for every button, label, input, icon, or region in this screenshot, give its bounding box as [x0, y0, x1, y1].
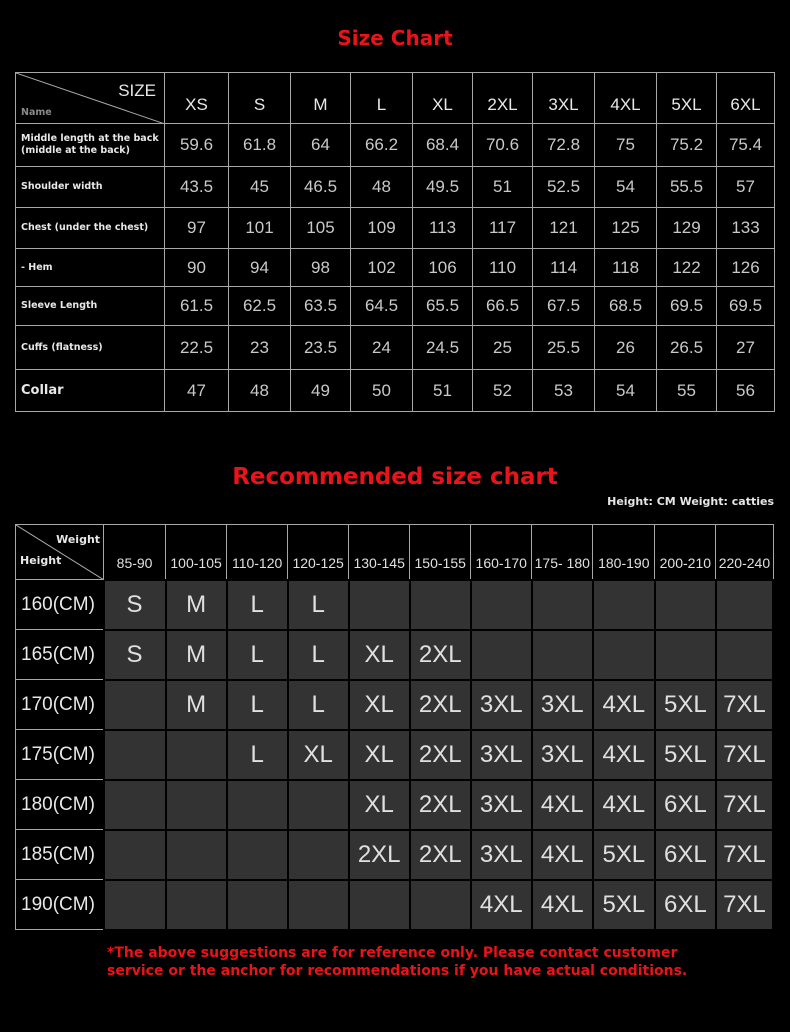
recommended-size-cell: 3XL	[471, 730, 532, 780]
height-row	[16, 580, 774, 630]
recommended-size-cell	[410, 580, 471, 630]
recommended-size-cell: L	[227, 730, 288, 780]
measurement-value: 25	[473, 326, 533, 370]
measurement-value: 90	[165, 249, 229, 287]
weight-column-header: 120-125	[288, 525, 349, 580]
measurement-value: 54	[595, 167, 657, 208]
weight-header-row	[16, 525, 774, 580]
recommended-size-cell: 5XL	[593, 830, 655, 880]
measurement-value: 26.5	[657, 326, 717, 370]
height-label: 185(CM)	[16, 830, 104, 880]
recommended-size-cell	[410, 880, 471, 930]
recommended-size-cell	[655, 580, 716, 630]
measurement-value: 43.5	[165, 167, 229, 208]
recommended-size-cell	[288, 780, 349, 830]
measurement-value: 101	[229, 208, 291, 249]
size-column-header: 2XL	[473, 73, 533, 124]
recommended-size-cell: S	[104, 630, 166, 680]
recommended-size-cell: 6XL	[655, 780, 716, 830]
recommended-size-cell: XL	[349, 780, 410, 830]
recommended-size-cell	[227, 830, 288, 880]
measurement-value: 106	[413, 249, 473, 287]
measurement-value: 52	[473, 370, 533, 412]
recommended-size-cell: 3XL	[471, 830, 532, 880]
measurement-value: 57	[717, 167, 775, 208]
measurement-value: 75.4	[717, 124, 775, 167]
measurement-value: 75.2	[657, 124, 717, 167]
measurement-value: 62.5	[229, 287, 291, 326]
measurement-value: 70.6	[473, 124, 533, 167]
measurement-value: 24.5	[413, 326, 473, 370]
recommended-size-cell: 4XL	[532, 780, 593, 830]
measurement-value: 54	[595, 370, 657, 412]
weight-column-header: 130-145	[349, 525, 410, 580]
height-row	[16, 880, 774, 930]
measurement-value: 27	[717, 326, 775, 370]
size-column-header: XS	[165, 73, 229, 124]
measurement-value: 113	[413, 208, 473, 249]
recommended-size-cell	[471, 630, 532, 680]
recommended-size-cell: 2XL	[410, 680, 471, 730]
measurement-label: Collar	[16, 370, 165, 412]
recommended-size-cell: 4XL	[593, 680, 655, 730]
size-chart-table	[15, 72, 775, 412]
measurement-label: Shoulder width	[16, 167, 165, 208]
measurement-value: 25.5	[533, 326, 595, 370]
measurement-value: 24	[351, 326, 413, 370]
units-note: Height: CM Weight: catties	[607, 495, 774, 508]
recommended-size-cell: 5XL	[655, 680, 716, 730]
recommended-size-cell: M	[166, 630, 227, 680]
recommended-size-cell: L	[288, 630, 349, 680]
recommended-size-cell	[288, 880, 349, 930]
measurement-value: 64	[291, 124, 351, 167]
size-column-header: S	[229, 73, 291, 124]
measurement-value: 109	[351, 208, 413, 249]
size-column-header: L	[351, 73, 413, 124]
recommended-size-cell: 4XL	[471, 880, 532, 930]
measurement-value: 47	[165, 370, 229, 412]
recommended-size-cell: XL	[349, 730, 410, 780]
measurement-value: 126	[717, 249, 775, 287]
measurement-value: 46.5	[291, 167, 351, 208]
measurement-value: 22.5	[165, 326, 229, 370]
measurement-value: 69.5	[657, 287, 717, 326]
measurement-value: 61.5	[165, 287, 229, 326]
measurement-value: 75	[595, 124, 657, 167]
recommended-size-cell: L	[227, 630, 288, 680]
measurement-value: 121	[533, 208, 595, 249]
recommended-size-cell: 4XL	[593, 780, 655, 830]
recommended-size-cell	[532, 580, 593, 630]
measurement-value: 102	[351, 249, 413, 287]
recommended-size-cell	[471, 580, 532, 630]
size-corner-cell	[16, 73, 165, 124]
measurement-value: 66.2	[351, 124, 413, 167]
weight-corner-label: Weight	[56, 533, 101, 546]
height-corner-label: Height	[20, 554, 62, 567]
recommended-size-cell: XL	[349, 680, 410, 730]
measurement-value: 53	[533, 370, 595, 412]
recommended-size-cell: 2XL	[410, 780, 471, 830]
recommended-size-cell: M	[166, 680, 227, 730]
size-row	[16, 167, 775, 208]
recommended-size-cell: XL	[349, 630, 410, 680]
measurement-value: 49.5	[413, 167, 473, 208]
measurement-value: 98	[291, 249, 351, 287]
recommended-size-cell: 7XL	[716, 880, 773, 930]
recommended-size-cell	[227, 780, 288, 830]
size-column-header: XL	[413, 73, 473, 124]
measurement-value: 64.5	[351, 287, 413, 326]
height-label: 160(CM)	[16, 580, 104, 630]
measurement-value: 66.5	[473, 287, 533, 326]
recommended-size-cell: 7XL	[716, 730, 773, 780]
measurement-label: Middle length at the back (middle at the back)	[16, 124, 165, 167]
measurement-value: 68.4	[413, 124, 473, 167]
height-label: 175(CM)	[16, 730, 104, 780]
measurement-value: 23	[229, 326, 291, 370]
measurement-value: 23.5	[291, 326, 351, 370]
weight-column-header: 110-120	[227, 525, 288, 580]
recommended-size-cell: 5XL	[593, 880, 655, 930]
recommended-size-cell: 6XL	[655, 830, 716, 880]
size-column-header: 4XL	[595, 73, 657, 124]
recommended-corner-cell	[16, 525, 104, 580]
measurement-value: 72.8	[533, 124, 595, 167]
height-row	[16, 630, 774, 680]
recommended-size-cell: 6XL	[655, 880, 716, 930]
recommended-size-cell	[104, 830, 166, 880]
weight-column-header: 85-90	[104, 525, 166, 580]
weight-column-header: 180-190	[593, 525, 655, 580]
measurement-value: 118	[595, 249, 657, 287]
recommended-size-cell	[532, 630, 593, 680]
recommended-size-cell: 7XL	[716, 680, 773, 730]
weight-column-header: 150-155	[410, 525, 471, 580]
height-label: 170(CM)	[16, 680, 104, 730]
recommended-size-cell	[104, 880, 166, 930]
recommended-size-cell: 2XL	[349, 830, 410, 880]
size-header-row	[16, 73, 775, 124]
recommended-size-cell	[593, 580, 655, 630]
measurement-value: 125	[595, 208, 657, 249]
name-corner-label: Name	[21, 107, 52, 118]
measurement-label: Sleeve Length	[16, 287, 165, 326]
measurement-value: 52.5	[533, 167, 595, 208]
measurement-value: 63.5	[291, 287, 351, 326]
weight-column-header: 220-240	[716, 525, 773, 580]
recommended-size-cell: 3XL	[532, 680, 593, 730]
measurement-value: 50	[351, 370, 413, 412]
recommended-size-cell	[166, 730, 227, 780]
measurement-value: 51	[413, 370, 473, 412]
measurement-value: 67.5	[533, 287, 595, 326]
measurement-value: 56	[717, 370, 775, 412]
measurement-value: 45	[229, 167, 291, 208]
size-row	[16, 287, 775, 326]
size-row	[16, 249, 775, 287]
recommended-size-cell	[349, 580, 410, 630]
recommended-size-cell	[655, 630, 716, 680]
recommended-size-cell: 3XL	[471, 680, 532, 730]
recommended-size-cell: S	[104, 580, 166, 630]
recommended-chart-title: Recommended size chart	[232, 464, 558, 490]
measurement-value: 61.8	[229, 124, 291, 167]
recommended-size-cell: L	[227, 680, 288, 730]
size-corner-label: SIZE	[118, 81, 156, 100]
recommended-size-table	[15, 524, 774, 931]
measurement-value: 122	[657, 249, 717, 287]
height-label: 190(CM)	[16, 880, 104, 930]
measurement-value: 59.6	[165, 124, 229, 167]
weight-column-header: 175- 180	[532, 525, 593, 580]
recommended-size-cell: 3XL	[471, 780, 532, 830]
measurement-value: 105	[291, 208, 351, 249]
size-column-header: 5XL	[657, 73, 717, 124]
recommended-size-cell: 4XL	[532, 830, 593, 880]
height-label: 180(CM)	[16, 780, 104, 830]
recommended-size-cell	[166, 830, 227, 880]
measurement-value: 48	[229, 370, 291, 412]
measurement-value: 26	[595, 326, 657, 370]
measurement-value: 68.5	[595, 287, 657, 326]
height-row	[16, 780, 774, 830]
recommended-size-cell: 3XL	[532, 730, 593, 780]
disclaimer-note: *The above suggestions are for reference only. Please contact customer service or the anchor for recommendations if you have actual conditions.	[107, 945, 688, 979]
height-row	[16, 730, 774, 780]
measurement-value: 133	[717, 208, 775, 249]
size-chart-title: Size Chart	[337, 26, 453, 50]
recommended-size-cell: L	[288, 580, 349, 630]
recommended-size-cell: 5XL	[655, 730, 716, 780]
recommended-size-cell: 2XL	[410, 730, 471, 780]
recommended-size-cell	[104, 680, 166, 730]
measurement-value: 114	[533, 249, 595, 287]
size-row	[16, 208, 775, 249]
measurement-label: - Hem	[16, 249, 165, 287]
recommended-size-cell: XL	[288, 730, 349, 780]
height-row	[16, 680, 774, 730]
measurement-value: 117	[473, 208, 533, 249]
weight-column-header: 160-170	[471, 525, 532, 580]
measurement-value: 110	[473, 249, 533, 287]
recommended-size-cell	[166, 780, 227, 830]
measurement-label: Chest (under the chest)	[16, 208, 165, 249]
measurement-value: 97	[165, 208, 229, 249]
size-row	[16, 326, 775, 370]
size-column-header: M	[291, 73, 351, 124]
measurement-value: 94	[229, 249, 291, 287]
recommended-size-cell: M	[166, 580, 227, 630]
measurement-label: Cuffs (flatness)	[16, 326, 165, 370]
recommended-size-cell	[166, 880, 227, 930]
recommended-size-cell	[104, 730, 166, 780]
recommended-size-cell	[227, 880, 288, 930]
measurement-value: 55	[657, 370, 717, 412]
recommended-size-cell	[349, 880, 410, 930]
recommended-size-cell: 4XL	[532, 880, 593, 930]
recommended-size-cell	[716, 580, 773, 630]
measurement-value: 55.5	[657, 167, 717, 208]
recommended-size-cell: L	[227, 580, 288, 630]
recommended-size-cell	[104, 780, 166, 830]
recommended-size-cell: 7XL	[716, 830, 773, 880]
size-row	[16, 370, 775, 412]
height-row	[16, 830, 774, 880]
recommended-size-cell	[288, 830, 349, 880]
recommended-size-cell	[593, 630, 655, 680]
measurement-value: 65.5	[413, 287, 473, 326]
recommended-size-cell: 7XL	[716, 780, 773, 830]
measurement-value: 69.5	[717, 287, 775, 326]
weight-column-header: 100-105	[166, 525, 227, 580]
measurement-value: 51	[473, 167, 533, 208]
recommended-size-cell	[716, 630, 773, 680]
recommended-size-cell: 2XL	[410, 830, 471, 880]
weight-column-header: 200-210	[655, 525, 716, 580]
recommended-size-cell: 4XL	[593, 730, 655, 780]
measurement-value: 129	[657, 208, 717, 249]
size-column-header: 3XL	[533, 73, 595, 124]
measurement-value: 48	[351, 167, 413, 208]
size-column-header: 6XL	[717, 73, 775, 124]
measurement-value: 49	[291, 370, 351, 412]
recommended-size-cell: L	[288, 680, 349, 730]
recommended-size-cell: 2XL	[410, 630, 471, 680]
size-row	[16, 124, 775, 167]
height-label: 165(CM)	[16, 630, 104, 680]
